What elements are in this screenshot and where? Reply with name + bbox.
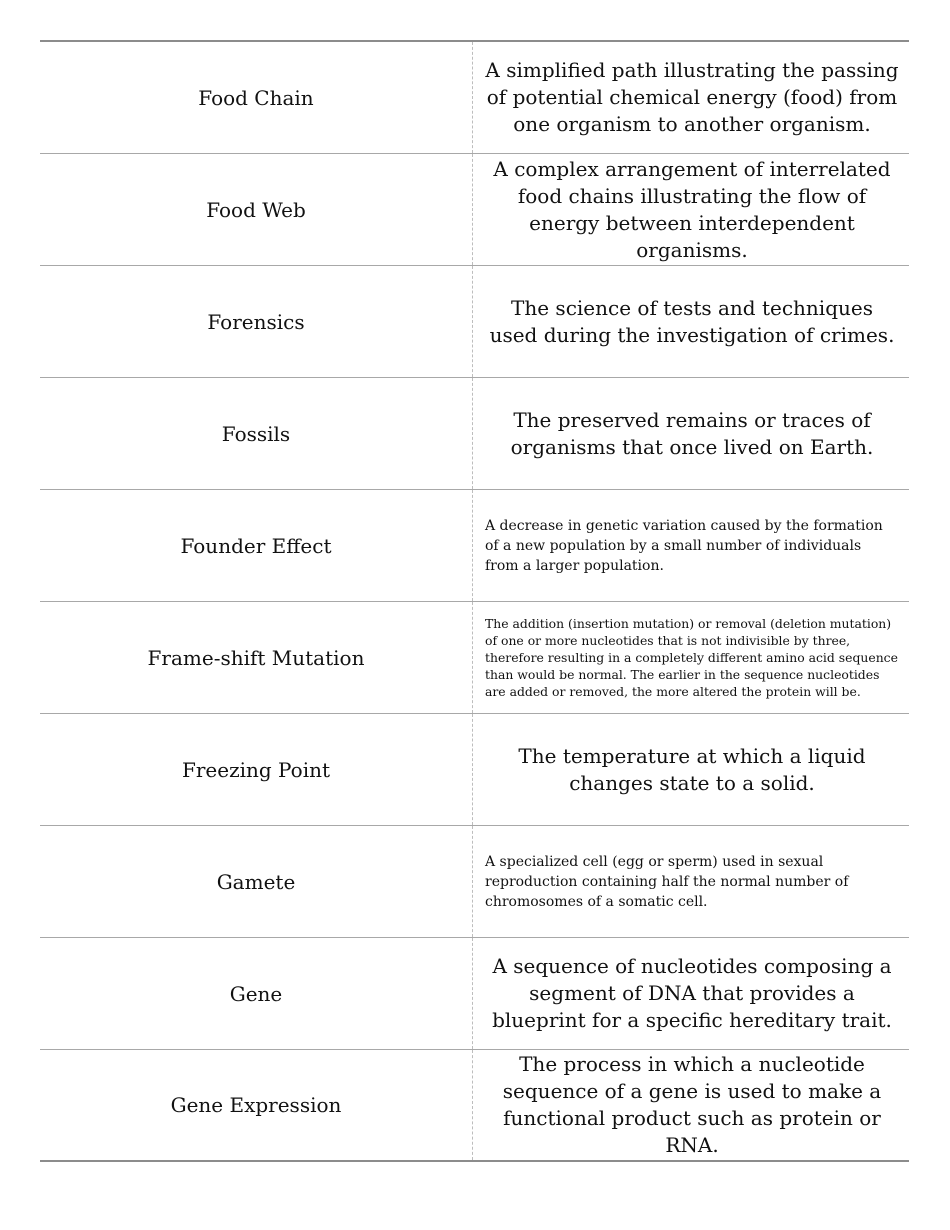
card-row-founder-effect xyxy=(40,490,909,602)
card-term: Food Chain xyxy=(40,42,473,153)
card-definition xyxy=(473,378,909,489)
card-definition xyxy=(473,938,909,1049)
card-definition-text: The addition (insertion mutation) or removal (deletion mutation) of one or more nucleotides that is not indivisible by three, therefore resulting in a completely different amino acid sequence than would be normal. The earlier in the sequence nucleotides are added or removed, the more altered the protein will be. xyxy=(485,616,898,699)
card-term: Fossils xyxy=(40,378,473,489)
card-definition-text: A sequence of nucleotides composing a segment of DNA that provides a blueprint for a specific hereditary trait. xyxy=(492,954,892,1032)
card-definition-text: A decrease in genetic variation caused by the formation of a new population by a small number of individuals from a larger population. xyxy=(485,517,883,574)
card-row-fossils xyxy=(40,378,909,490)
card-definition xyxy=(473,154,909,265)
card-definition-text: The preserved remains or traces of organisms that once lived on Earth. xyxy=(510,407,874,459)
card-definition-text: The temperature at which a liquid changes state to a solid. xyxy=(518,743,866,795)
card-definition xyxy=(473,42,909,153)
card-row-food-chain xyxy=(40,42,909,154)
card-row-gene xyxy=(40,938,909,1050)
card-row-freezing-point xyxy=(40,714,909,826)
card-term: Founder Effect xyxy=(40,490,473,601)
card-row-food-web xyxy=(40,154,909,266)
card-row-forensics xyxy=(40,266,909,378)
card-term: Frame-shift Mutation xyxy=(40,602,473,713)
card-definition xyxy=(473,826,909,937)
card-definition xyxy=(473,266,909,377)
flashcard-sheet xyxy=(40,40,909,1162)
card-term: Gamete xyxy=(40,826,473,937)
card-term: Forensics xyxy=(40,266,473,377)
card-definition xyxy=(473,714,909,825)
card-definition xyxy=(473,1050,909,1160)
card-definition-text: A complex arrangement of interrelated food chains illustrating the flow of energy between interdependent organisms. xyxy=(493,156,891,262)
card-term: Gene Expression xyxy=(40,1050,473,1160)
card-definition xyxy=(473,490,909,601)
card-term: Freezing Point xyxy=(40,714,473,825)
card-definition xyxy=(473,602,909,713)
card-term: Food Web xyxy=(40,154,473,265)
card-row-frame-shift-mutation xyxy=(40,602,909,714)
card-row-gene-expression xyxy=(40,1050,909,1162)
card-definition-text: The process in which a nucleotide sequence of a gene is used to make a functional product such as protein or RNA. xyxy=(502,1052,882,1157)
card-definition-text: A specialized cell (egg or sperm) used in sexual reproduction containing half the normal number of chromosomes of a somatic cell. xyxy=(485,853,849,910)
card-row-gamete xyxy=(40,826,909,938)
card-definition-text: The science of tests and techniques used during the investigation of crimes. xyxy=(489,295,895,347)
card-term: Gene xyxy=(40,938,473,1049)
card-definition-text: A simplified path illustrating the passing of potential chemical energy (food) from one organism to another organism. xyxy=(485,58,899,136)
